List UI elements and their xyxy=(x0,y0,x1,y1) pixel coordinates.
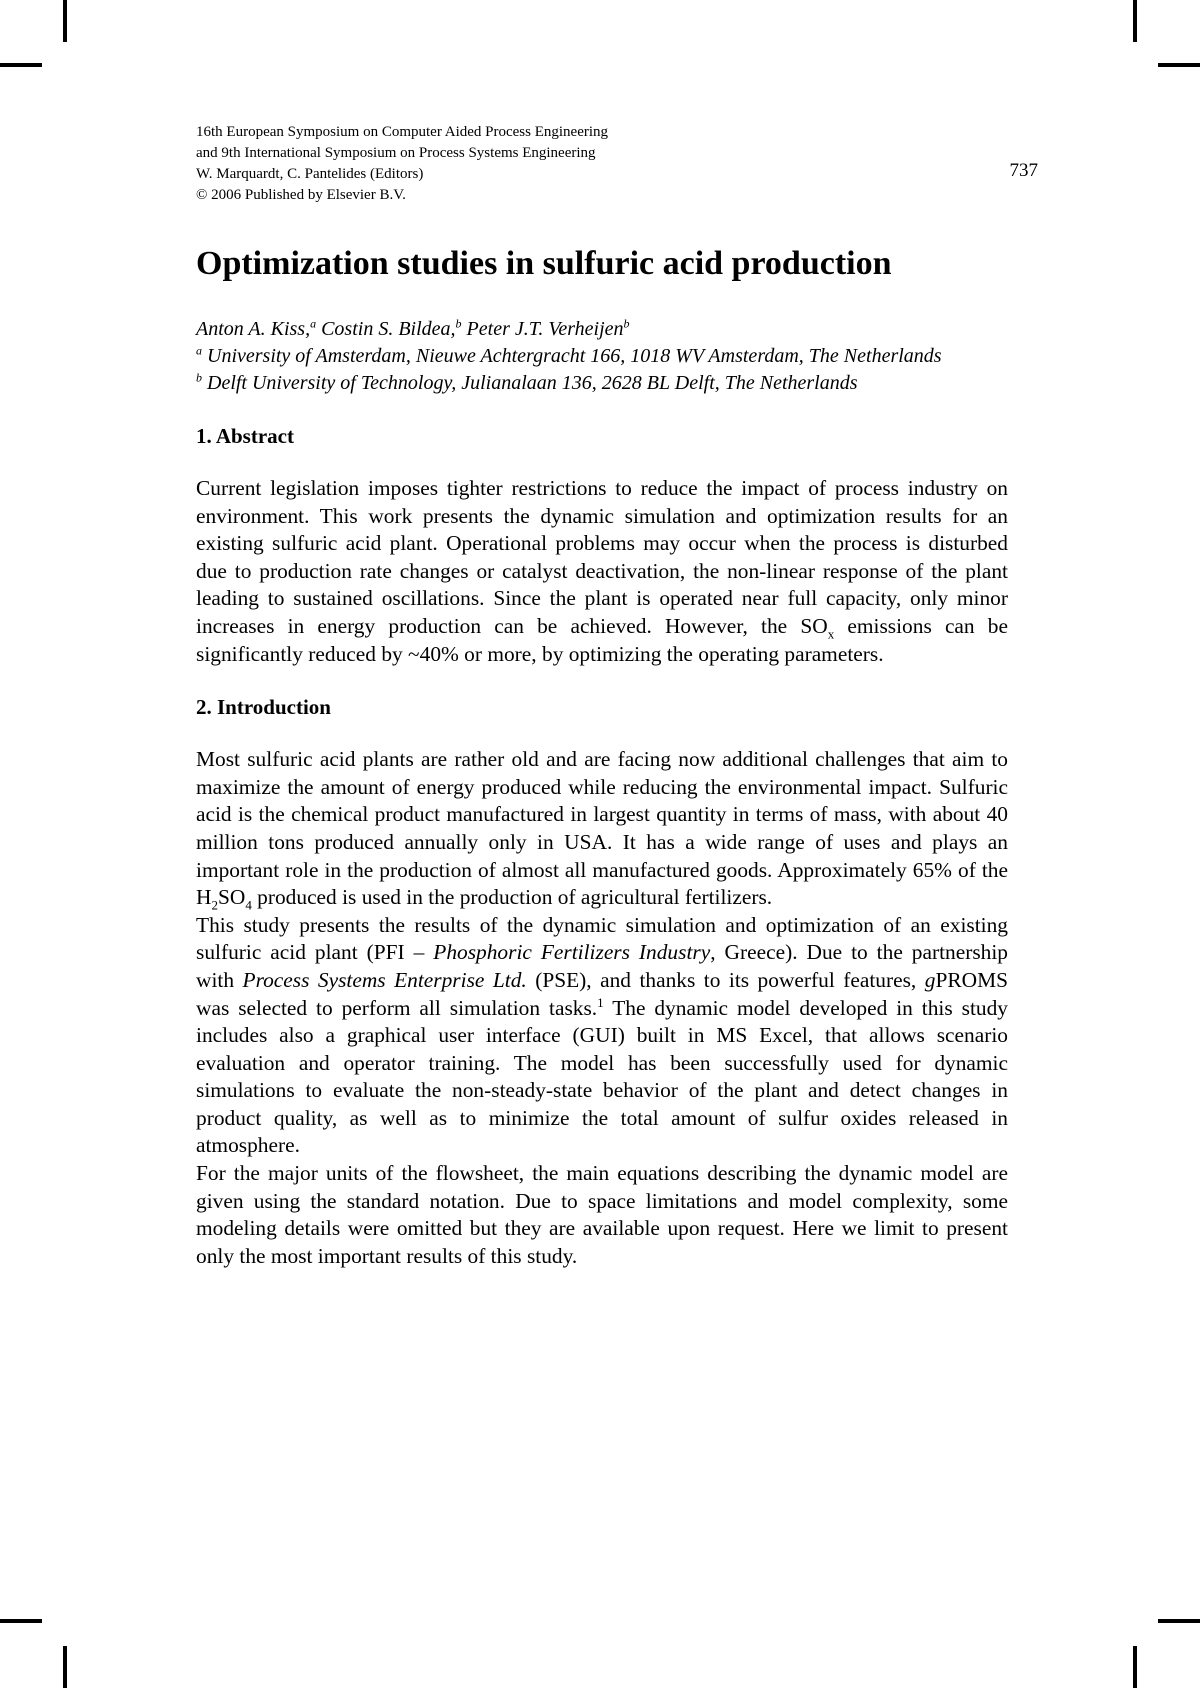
intro-p1-subscript-4: 4 xyxy=(245,897,252,913)
author-1-affiliation-mark: a xyxy=(310,316,317,331)
author-2: Costin S. Bildea, xyxy=(316,318,456,340)
abstract-text-b: emissions can be significantly reduced by ~40% or more, by optimizing the operating parameters. xyxy=(196,613,1008,666)
header-line-1: 16th European Symposium on Computer Aided Process Engineering xyxy=(196,124,609,140)
crop-mark-top-right-horizontal xyxy=(1158,63,1200,67)
intro-p1-text-b: produced is used in the production of agricultural fertilizers. xyxy=(251,885,773,910)
header-line-3: W. Marquardt, C. Pantelides (Editors) xyxy=(196,166,424,182)
intro-p2-pfi: Phosphoric Fertilizers Industry xyxy=(433,940,711,965)
author-block xyxy=(196,316,1008,397)
author-2-affiliation-mark: b xyxy=(455,316,462,331)
author-1: Anton A. Kiss, xyxy=(196,318,311,340)
intro-p1-subscript-2: 2 xyxy=(211,897,218,913)
header-line-4: © 2006 Published by Elsevier B.V. xyxy=(196,187,406,203)
affiliation-a xyxy=(196,343,1008,370)
affiliation-b-text: Delft University of Technology, Julianalaan 136, 2628 BL Delft, The Netherlands xyxy=(202,372,858,394)
author-names xyxy=(196,316,1008,343)
introduction-paragraph-1 xyxy=(196,746,1008,912)
intro-p2-text-c: (PSE), and thanks to its powerful features, xyxy=(526,967,925,992)
crop-mark-top-left-horizontal xyxy=(0,63,42,67)
footnote-marker[interactable]: 1 xyxy=(597,994,604,1010)
intro-p2-proms: PROMS was selected to perform all simulation tasks. xyxy=(196,967,1008,1020)
intro-p1-so: SO xyxy=(217,885,246,910)
conference-header xyxy=(196,122,1038,206)
introduction-paragraph-3: For the major units of the flowsheet, the main equations describing the dynamic model are given using the standard notation. Due to space limitations and model complexity, some modeling details were omitted but they are available upon request. Here we limit to present only the most important results of this study. xyxy=(196,1161,1008,1268)
abstract-paragraph xyxy=(196,475,1008,668)
abstract-heading: 1. Abstract xyxy=(196,424,294,448)
paper-title: Optimization studies in sulfuric acid production xyxy=(196,245,892,282)
abstract-subscript-x: x xyxy=(827,626,835,642)
affiliation-a-mark: a xyxy=(196,343,202,358)
header-line-2: and 9th International Symposium on Process Systems Engineering xyxy=(196,145,596,161)
affiliation-b xyxy=(196,370,1008,397)
crop-mark-bottom-left-vertical xyxy=(63,1646,67,1688)
introduction-heading: 2. Introduction xyxy=(196,695,331,720)
crop-mark-bottom-right-horizontal xyxy=(1158,1619,1200,1623)
crop-mark-bottom-right-vertical xyxy=(1133,1646,1137,1688)
crop-mark-top-right-vertical xyxy=(1133,0,1137,42)
intro-p2-pse: Process Systems Enterprise Ltd. xyxy=(242,967,527,992)
intro-p2-text-a: This study presents the results of the dynamic simulation and optimization of an existing sulfuric acid plant (PFI – xyxy=(196,912,1008,965)
crop-mark-bottom-left-horizontal xyxy=(0,1619,42,1623)
crop-mark-top-left-vertical xyxy=(63,0,67,42)
intro-p2-g: g xyxy=(924,967,936,992)
intro-p2-text-d: The dynamic model developed in this study includes also a graphical user interface (GUI) built in MS Excel, that allows scenario evaluation and operator training. The model has been successfully used for dynamic simulations to evaluate the non-steady-state behavior of the plant and detect changes in product quality, as well as to minimize the total amount of sulfur oxides released in atmosphere. xyxy=(196,995,1008,1158)
intro-p2-text-b: , Greece). Due to the partnership with xyxy=(196,940,1008,992)
page-number: 737 xyxy=(1009,160,1038,181)
author-3: Peter J.T. Verheijen xyxy=(461,318,624,340)
introduction-paragraph-2 xyxy=(196,912,1008,1160)
affiliation-a-text: University of Amsterdam, Nieuwe Achtergracht 166, 1018 WV Amsterdam, The Netherlands xyxy=(202,345,942,367)
paper-page xyxy=(196,122,1038,1270)
author-3-affiliation-mark: b xyxy=(623,316,630,331)
affiliation-b-mark: b xyxy=(196,370,202,385)
abstract-text-a: Current legislation imposes tighter restrictions to reduce the impact of process industry on environment. This work presents the dynamic simulation and optimization results for an existing sulfuric acid plant. Operational problems may occur when the process is disturbed due to production rate changes or catalyst deactivation, the non-linear response of the plant leading to sustained oscillations. Since the plant is operated near full capacity, only minor increases in energy production can be achieved. However, the SO xyxy=(196,476,1008,638)
intro-p1-text-a: Most sulfuric acid plants are rather old and are facing now additional challenges that aim to maximize the amount of energy produced while reducing the environmental impact. Sulfuric acid is the chemical product manufactured in largest quantity in terms of mass, with about 40 million tons produced annually only in USA. It has a wide range of uses and plays an important role in the production of almost all manufactured goods. Approximately 65% of the H xyxy=(196,747,1008,910)
